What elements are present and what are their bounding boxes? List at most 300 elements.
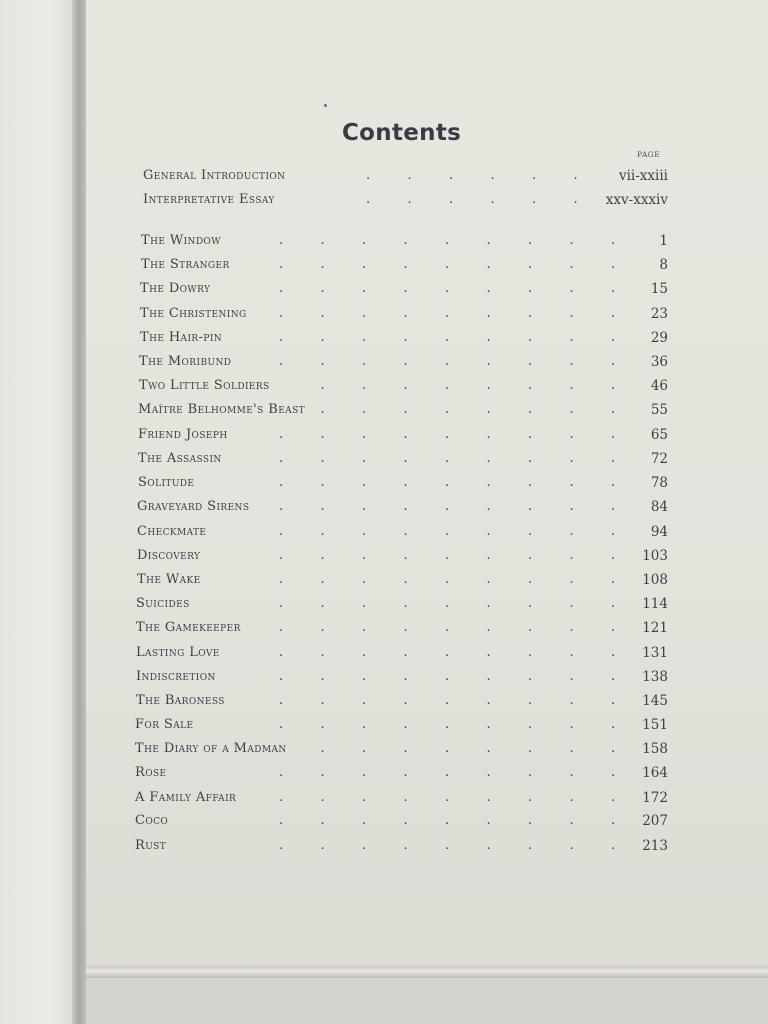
leader-dot: . — [486, 402, 491, 417]
leader-dot: . — [320, 524, 325, 539]
dot-leader — [279, 838, 634, 858]
story-row — [0, 402, 768, 422]
entry-title: The Baroness — [136, 693, 225, 708]
entry-page-number: 84 — [650, 499, 668, 515]
leader-dot: . — [362, 693, 367, 708]
leader-dot: . — [362, 524, 367, 539]
story-row — [0, 765, 768, 785]
leader-dot: . — [320, 596, 325, 611]
leader-dot: . — [611, 524, 616, 539]
leader-dot: . — [366, 168, 371, 183]
page-column-label: PAGE — [637, 150, 661, 159]
entry-title: Coco — [135, 813, 169, 828]
entry-page-number: 213 — [642, 838, 668, 854]
leader-dot: . — [611, 306, 616, 321]
leader-dot: . — [403, 548, 408, 563]
underlying-surface — [86, 978, 768, 1024]
leader-dot: . — [528, 257, 533, 272]
leader-dot: . — [569, 402, 574, 417]
leader-dot: . — [445, 669, 450, 684]
leader-dot: . — [445, 475, 450, 490]
leader-dot: . — [320, 717, 325, 732]
leader-dot: . — [445, 572, 450, 587]
story-row — [0, 645, 768, 665]
dot-leader — [279, 330, 643, 350]
story-row — [0, 330, 768, 350]
leader-dot: . — [611, 499, 616, 514]
front-matter-row — [0, 192, 768, 212]
story-row — [0, 354, 768, 374]
entry-title: Checkmate — [137, 524, 207, 539]
leader-dot: . — [445, 548, 450, 563]
leader-dot: . — [569, 499, 574, 514]
leader-dot: . — [320, 257, 325, 272]
leader-dot: . — [403, 596, 408, 611]
entry-page-number: 78 — [650, 475, 668, 491]
story-row — [0, 257, 768, 277]
leader-dot: . — [611, 620, 616, 635]
leader-dot: . — [279, 620, 284, 635]
leader-dot: . — [445, 499, 450, 514]
leader-dot: . — [445, 257, 450, 272]
leader-dot: . — [445, 281, 450, 296]
leader-dot: . — [445, 233, 450, 248]
leader-dot: . — [279, 451, 284, 466]
leader-dot: . — [528, 717, 533, 732]
entry-page-number: 46 — [650, 378, 668, 394]
dot-leader — [279, 402, 643, 422]
story-row — [0, 717, 768, 737]
leader-dot: . — [569, 281, 574, 296]
leader-dot: . — [362, 741, 367, 756]
leader-dot: . — [407, 192, 412, 207]
leader-dot: . — [445, 693, 450, 708]
leader-dot: . — [528, 451, 533, 466]
leader-dot: . — [403, 813, 408, 828]
leader-dot: . — [279, 645, 284, 660]
story-row — [0, 669, 768, 689]
entry-title: The Assassin — [138, 451, 222, 466]
entry-title: Lasting Love — [136, 645, 220, 660]
leader-dot: . — [528, 499, 533, 514]
leader-dot: . — [611, 257, 616, 272]
leader-dot: . — [403, 330, 408, 345]
leader-dot: . — [320, 620, 325, 635]
entry-title: A Family Affair — [135, 790, 237, 805]
leader-dot: . — [569, 838, 574, 853]
entry-page-number: 164 — [642, 765, 668, 781]
leader-dot: . — [532, 192, 537, 207]
leader-dot: . — [569, 451, 574, 466]
leader-dot: . — [528, 693, 533, 708]
leader-dot: . — [403, 765, 408, 780]
leader-dot: . — [279, 765, 284, 780]
entry-title: Graveyard Sirens — [137, 499, 250, 514]
leader-dot: . — [490, 168, 495, 183]
leader-dot: . — [362, 669, 367, 684]
leader-dot: . — [279, 233, 284, 248]
leader-dot: . — [486, 378, 491, 393]
leader-dot: . — [611, 475, 616, 490]
leader-dot: . — [486, 741, 491, 756]
leader-dot: . — [403, 427, 408, 442]
leader-dot: . — [320, 402, 325, 417]
entry-title: The Wake — [137, 572, 201, 587]
leader-dot: . — [611, 813, 616, 828]
story-row — [0, 572, 768, 592]
leader-dot: . — [320, 838, 325, 853]
entry-page-number: 121 — [642, 620, 668, 636]
leader-dot: . — [403, 475, 408, 490]
leader-dot: . — [486, 257, 491, 272]
dot-leader — [366, 168, 611, 188]
leader-dot: . — [403, 717, 408, 732]
leader-dot: . — [569, 427, 574, 442]
entry-page-number: 207 — [642, 813, 668, 829]
leader-dot: . — [569, 741, 574, 756]
dot-leader — [366, 192, 598, 212]
dot-leader — [279, 741, 634, 761]
leader-dot: . — [486, 451, 491, 466]
paper-speck — [324, 104, 327, 107]
entry-page-number: 103 — [642, 548, 668, 564]
entry-page-number: 8 — [659, 257, 668, 273]
leader-dot: . — [320, 281, 325, 296]
dot-leader — [279, 499, 643, 519]
leader-dot: . — [279, 281, 284, 296]
story-row — [0, 281, 768, 301]
leader-dot: . — [486, 620, 491, 635]
leader-dot: . — [569, 354, 574, 369]
leader-dot: . — [279, 596, 284, 611]
leader-dot: . — [279, 717, 284, 732]
leader-dot: . — [362, 813, 367, 828]
leader-dot: . — [366, 192, 371, 207]
entry-page-number: 29 — [650, 330, 668, 346]
dot-leader — [279, 790, 634, 810]
leader-dot: . — [279, 257, 284, 272]
leader-dot: . — [569, 717, 574, 732]
dot-leader — [279, 257, 651, 277]
dot-leader — [279, 451, 643, 471]
leader-dot: . — [486, 790, 491, 805]
leader-dot: . — [403, 572, 408, 587]
leader-dot: . — [569, 790, 574, 805]
story-row — [0, 475, 768, 495]
leader-dot: . — [528, 427, 533, 442]
leader-dot: . — [528, 354, 533, 369]
leader-dot: . — [403, 354, 408, 369]
story-row — [0, 451, 768, 471]
leader-dot: . — [611, 645, 616, 660]
entry-title: The Christening — [140, 306, 247, 321]
leader-dot: . — [486, 669, 491, 684]
leader-dot: . — [486, 717, 491, 732]
leader-dot: . — [611, 281, 616, 296]
story-row — [0, 306, 768, 326]
leader-dot: . — [445, 838, 450, 853]
leader-dot: . — [486, 524, 491, 539]
entry-page-number: 65 — [650, 427, 668, 443]
dot-leader — [279, 378, 643, 398]
story-row — [0, 427, 768, 447]
leader-dot: . — [362, 572, 367, 587]
entry-title: The Gamekeeper — [136, 620, 241, 635]
entry-page-number: 36 — [650, 354, 668, 370]
leader-dot: . — [611, 669, 616, 684]
story-row — [0, 233, 768, 253]
dot-leader — [279, 596, 634, 616]
leader-dot: . — [362, 257, 367, 272]
leader-dot: . — [611, 596, 616, 611]
leader-dot: . — [528, 402, 533, 417]
entry-page-number: vii-xxiii — [618, 168, 668, 184]
dot-leader — [279, 693, 634, 713]
dot-leader — [279, 645, 634, 665]
leader-dot: . — [486, 475, 491, 490]
leader-dot: . — [362, 475, 367, 490]
leader-dot: . — [279, 669, 284, 684]
page-bottom-edge — [86, 966, 768, 978]
leader-dot: . — [279, 354, 284, 369]
dot-leader — [279, 620, 634, 640]
leader-dot: . — [403, 669, 408, 684]
story-row — [0, 693, 768, 713]
leader-dot: . — [320, 427, 325, 442]
leader-dot: . — [279, 572, 284, 587]
leader-dot: . — [403, 233, 408, 248]
leader-dot: . — [569, 330, 574, 345]
entry-title: Maître Belhomme's Beast — [138, 402, 306, 417]
leader-dot: . — [320, 765, 325, 780]
leader-dot: . — [490, 192, 495, 207]
leader-dot: . — [486, 645, 491, 660]
leader-dot: . — [445, 306, 450, 321]
leader-dot: . — [569, 524, 574, 539]
leader-dot: . — [528, 330, 533, 345]
dot-leader — [279, 669, 634, 689]
leader-dot: . — [445, 717, 450, 732]
entry-title: Discovery — [137, 548, 201, 563]
leader-dot: . — [279, 838, 284, 853]
leader-dot: . — [320, 451, 325, 466]
leader-dot: . — [569, 813, 574, 828]
leader-dot: . — [445, 620, 450, 635]
leader-dot: . — [569, 378, 574, 393]
leader-dot: . — [611, 717, 616, 732]
leader-dot: . — [320, 548, 325, 563]
leader-dot: . — [528, 524, 533, 539]
leader-dot: . — [569, 257, 574, 272]
leader-dot: . — [320, 354, 325, 369]
leader-dot: . — [486, 765, 491, 780]
leader-dot: . — [279, 693, 284, 708]
leader-dot: . — [573, 168, 578, 183]
leader-dot: . — [486, 281, 491, 296]
leader-dot: . — [320, 572, 325, 587]
dot-leader — [279, 354, 643, 374]
leader-dot: . — [486, 596, 491, 611]
entry-title: The Hair-pin — [140, 330, 223, 345]
leader-dot: . — [362, 281, 367, 296]
leader-dot: . — [320, 378, 325, 393]
leader-dot: . — [320, 330, 325, 345]
leader-dot: . — [486, 427, 491, 442]
leader-dot: . — [611, 838, 616, 853]
leader-dot: . — [449, 168, 454, 183]
leader-dot: . — [569, 572, 574, 587]
leader-dot: . — [611, 354, 616, 369]
entry-title: The Diary of a Madman — [135, 741, 287, 756]
leader-dot: . — [569, 596, 574, 611]
entry-page-number: 94 — [650, 524, 668, 540]
leader-dot: . — [486, 354, 491, 369]
entry-page-number: 151 — [642, 717, 668, 733]
story-row — [0, 790, 768, 810]
leader-dot: . — [279, 330, 284, 345]
leader-dot: . — [569, 233, 574, 248]
leader-dot: . — [569, 548, 574, 563]
leader-dot: . — [486, 330, 491, 345]
leader-dot: . — [362, 233, 367, 248]
leader-dot: . — [486, 813, 491, 828]
leader-dot: . — [486, 693, 491, 708]
leader-dot: . — [362, 790, 367, 805]
leader-dot: . — [279, 813, 284, 828]
leader-dot: . — [445, 813, 450, 828]
leader-dot: . — [403, 306, 408, 321]
leader-dot: . — [279, 524, 284, 539]
story-row — [0, 548, 768, 568]
leader-dot: . — [611, 402, 616, 417]
leader-dot: . — [320, 741, 325, 756]
entry-title: Solitude — [138, 475, 195, 490]
story-row — [0, 620, 768, 640]
leader-dot: . — [528, 475, 533, 490]
story-row — [0, 524, 768, 544]
leader-dot: . — [611, 451, 616, 466]
leader-dot: . — [528, 548, 533, 563]
leader-dot: . — [532, 168, 537, 183]
leader-dot: . — [569, 669, 574, 684]
leader-dot: . — [362, 838, 367, 853]
leader-dot: . — [445, 765, 450, 780]
leader-dot: . — [486, 306, 491, 321]
leader-dot: . — [403, 257, 408, 272]
leader-dot: . — [362, 451, 367, 466]
leader-dot: . — [528, 669, 533, 684]
leader-dot: . — [403, 524, 408, 539]
front-matter-row — [0, 168, 768, 188]
leader-dot: . — [403, 645, 408, 660]
leader-dot: . — [362, 596, 367, 611]
entry-title: Interpretative Essay — [143, 192, 275, 207]
leader-dot: . — [445, 596, 450, 611]
entry-page-number: 138 — [642, 669, 668, 685]
leader-dot: . — [279, 548, 284, 563]
entry-title: Indiscretion — [136, 669, 216, 684]
leader-dot: . — [611, 330, 616, 345]
entry-page-number: xxv-xxxiv — [605, 192, 668, 208]
dot-leader — [279, 813, 634, 833]
leader-dot: . — [445, 330, 450, 345]
leader-dot: . — [362, 499, 367, 514]
leader-dot: . — [362, 765, 367, 780]
leader-dot: . — [486, 838, 491, 853]
leader-dot: . — [279, 306, 284, 321]
leader-dot: . — [320, 813, 325, 828]
story-row — [0, 596, 768, 616]
leader-dot: . — [528, 765, 533, 780]
leader-dot: . — [403, 378, 408, 393]
leader-dot: . — [320, 645, 325, 660]
leader-dot: . — [528, 233, 533, 248]
entry-title: Friend Joseph — [138, 427, 228, 442]
leader-dot: . — [362, 402, 367, 417]
entry-page-number: 72 — [650, 451, 668, 467]
leader-dot: . — [407, 168, 412, 183]
leader-dot: . — [279, 499, 284, 514]
dot-leader — [279, 524, 643, 544]
leader-dot: . — [445, 524, 450, 539]
leader-dot: . — [569, 306, 574, 321]
story-row — [0, 813, 768, 833]
leader-dot: . — [611, 427, 616, 442]
entry-page-number: 23 — [650, 306, 668, 322]
leader-dot: . — [362, 427, 367, 442]
leader-dot: . — [528, 306, 533, 321]
leader-dot: . — [486, 499, 491, 514]
entry-page-number: 55 — [650, 402, 668, 418]
story-row — [0, 838, 768, 858]
entry-title: General Introduction — [143, 168, 286, 183]
leader-dot: . — [528, 378, 533, 393]
entry-page-number: 15 — [650, 281, 668, 297]
entry-title: The Moribund — [139, 354, 232, 369]
entry-title: Rose — [135, 765, 167, 780]
leader-dot: . — [320, 306, 325, 321]
entry-title: The Window — [141, 233, 221, 248]
entry-title: The Dowry — [140, 281, 211, 296]
leader-dot: . — [445, 645, 450, 660]
leader-dot: . — [445, 451, 450, 466]
leader-dot: . — [445, 741, 450, 756]
leader-dot: . — [320, 499, 325, 514]
dot-leader — [279, 306, 643, 326]
leader-dot: . — [569, 620, 574, 635]
leader-dot: . — [573, 192, 578, 207]
leader-dot: . — [362, 645, 367, 660]
leader-dot: . — [611, 233, 616, 248]
leader-dot: . — [449, 192, 454, 207]
leader-dot: . — [611, 741, 616, 756]
story-row — [0, 499, 768, 519]
leader-dot: . — [569, 693, 574, 708]
leader-dot: . — [611, 765, 616, 780]
leader-dot: . — [320, 790, 325, 805]
leader-dot: . — [528, 281, 533, 296]
leader-dot: . — [528, 645, 533, 660]
dot-leader — [279, 475, 643, 495]
leader-dot: . — [279, 427, 284, 442]
leader-dot: . — [528, 838, 533, 853]
leader-dot: . — [445, 790, 450, 805]
leader-dot: . — [403, 451, 408, 466]
leader-dot: . — [362, 717, 367, 732]
leader-dot: . — [320, 693, 325, 708]
leader-dot: . — [569, 475, 574, 490]
leader-dot: . — [362, 620, 367, 635]
